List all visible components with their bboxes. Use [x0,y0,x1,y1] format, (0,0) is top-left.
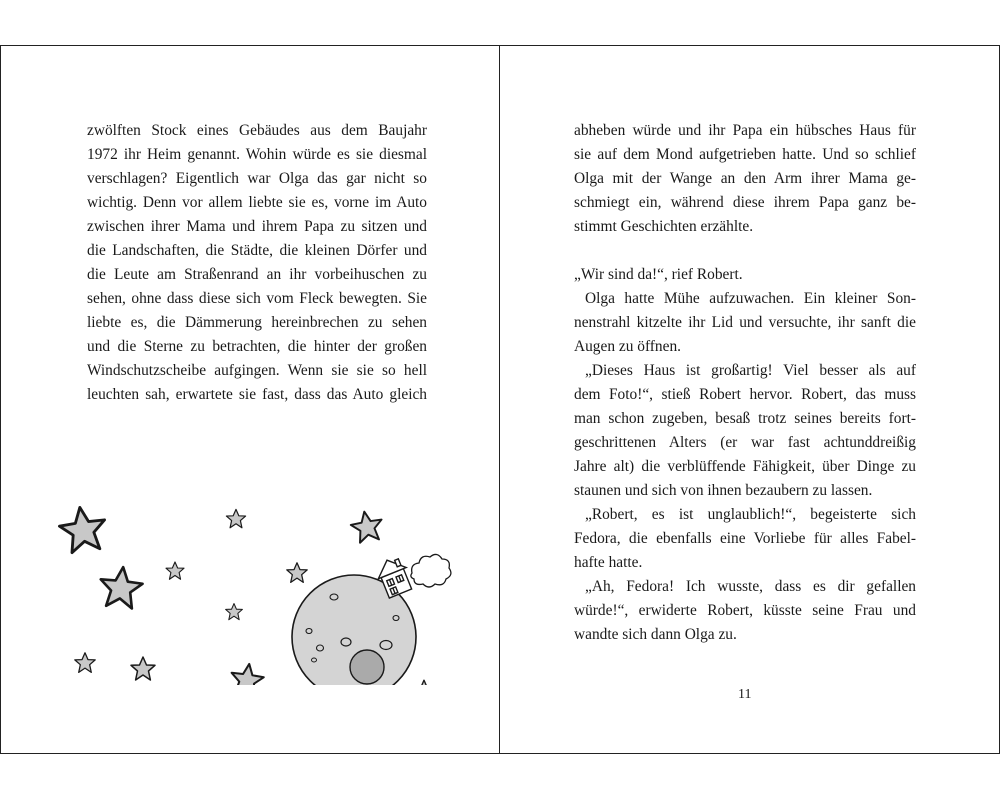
text-line: „Ah, Fedora! Ich wusste, dass es dir gefallen [585,578,916,595]
star-icon [349,509,385,544]
text-line: Fedora, die ebenfalls eine Vorliebe für alles Fabel- [574,530,916,547]
text-line: zwischen ihrer Mama und ihrem Papa zu sitzen und [87,218,427,235]
text-line: schmiegt ein, während diese ihrem Papa ganz be- [574,194,916,211]
text-line: stimmt Geschichten erzählte. [574,218,754,235]
text-line: „Wir sind da!“, rief Robert. [574,266,743,283]
text-line: man schon zugeben, besaß trotz seines bereits fort- [574,410,916,427]
text-line: hafte hatte. [574,554,643,571]
star-icon [75,653,95,673]
text-line: Augen zu öffnen. [574,338,681,355]
text-line: die Landschaften, die Städte, die kleinen Dörfer und [87,242,427,259]
star-icon [413,680,435,685]
text-line: geschrittenen Alters (er war fast achtunddreißig [574,434,916,451]
left-page [1,45,499,753]
text-line: liebte es, die Dämmerung hereinbrechen zu sehen [87,314,427,331]
left-page-text [87,119,427,407]
text-line: verschlagen? Eigentlich war Olga das gar nicht so [87,170,427,187]
book-gutter [499,45,500,753]
star-icon [226,604,243,620]
star-icon [166,562,184,579]
right-page-text [574,119,916,647]
star-icon [131,657,155,680]
star-icon [229,662,265,685]
text-line: leuchten sah, erwartete sie fast, dass das Auto gleich [87,386,427,403]
text-line: 1972 ihr Heim genannt. Wohin würde es sie diesmal [87,146,427,163]
text-line: würde!“, erwiderte Robert, küsste seine Frau und [574,602,916,619]
star-icon [98,565,144,609]
text-line: die Leute am Straßenrand an ihr vorbeihuschen zu [87,266,427,283]
star-icon [287,563,307,583]
text-line: nenstrahl kitzelte ihr Lid und versuchte, ihr sanft die [574,314,916,331]
text-line: „Dieses Haus ist großartig! Viel besser als auf [585,362,916,379]
text-line: abheben würde und ihr Papa ein hübsches Haus für [574,122,916,139]
text-line: Olga hatte Mühe aufzuwachen. Ein kleiner Son- [585,290,916,307]
text-line: dem Foto!“, stieß Robert hervor. Robert, das muss [574,386,916,403]
star-icon [57,504,108,554]
text-line: wichtig. Denn vor allem liebte sie es, vorne im Auto [87,194,427,211]
text-line: Olga mit der Wange an den Arm ihrer Mama ge- [574,170,916,187]
text-line: „Robert, es ist unglaublich!“, begeisterte sich [585,506,916,523]
text-line: sie auf dem Mond aufgetrieben hatte. Und so schlief [574,146,916,163]
page-number: 11 [738,687,752,702]
text-line: Windschutzscheibe aufgingen. Wenn sie sie so hell [87,362,427,379]
right-page [501,45,999,753]
text-line: Jahre alt) die verblüffende Fähigkeit, über Dinge zu [574,458,916,475]
moon-and-stars-illustration [56,455,456,685]
paragraph-break [574,239,916,263]
star-icon [226,509,245,527]
text-line: staunen und sich von ihnen bezaubern zu lassen. [574,482,873,499]
text-line: wandte sich dann Olga zu. [574,626,737,643]
text-line: und die Sterne zu betrachten, die hinter der großen [87,338,427,355]
text-line: zwölften Stock eines Gebäudes aus dem Baujahr [87,122,427,139]
smoke-cloud-icon [411,554,451,587]
text-line: sehen, ohne dass diese sich vom Fleck bewegten. Sie [87,290,427,307]
